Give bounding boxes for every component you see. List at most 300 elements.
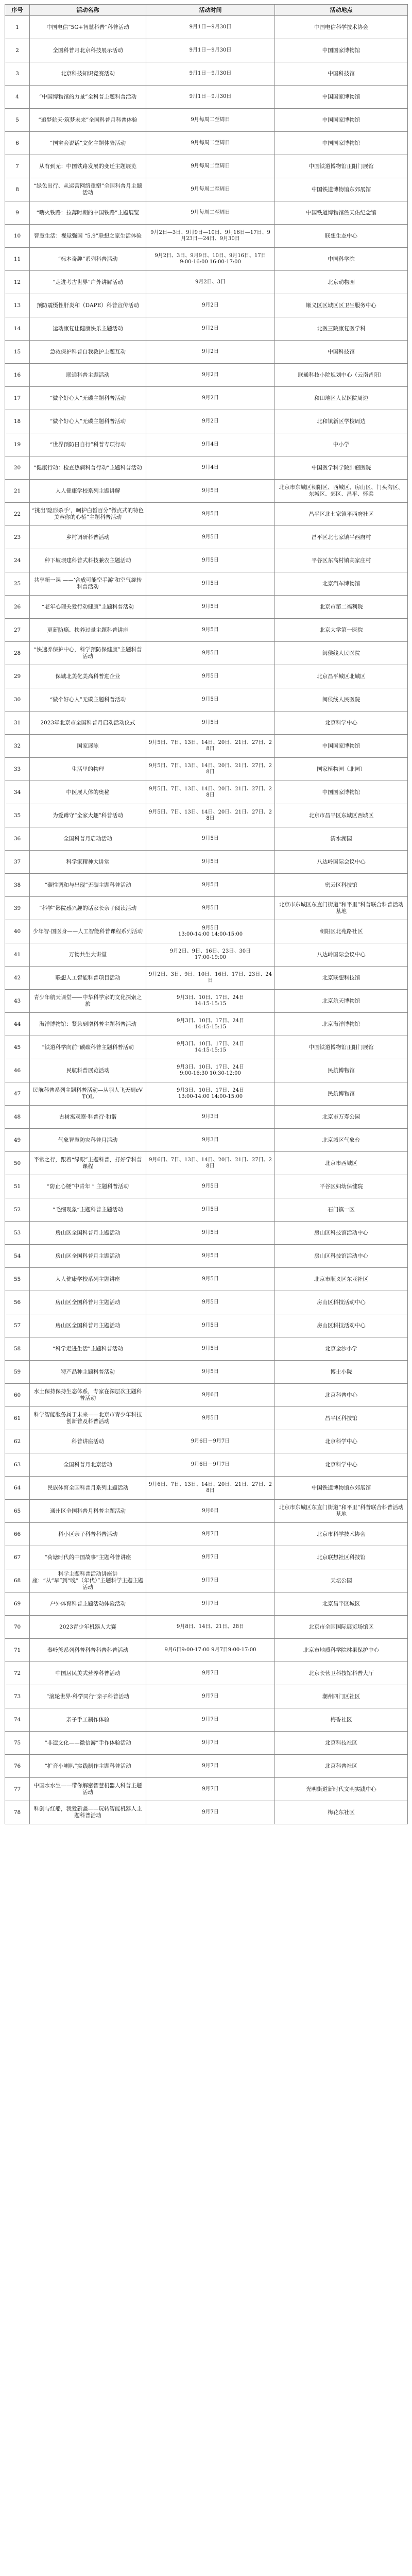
cell-name: “非遗文化——微信游”手作体验活动 bbox=[30, 1732, 146, 1755]
cell-time: 9月2日 bbox=[146, 410, 275, 433]
cell-no: 11 bbox=[5, 248, 30, 271]
cell-name: 人人健康学校系列主题讲座 bbox=[30, 1268, 146, 1291]
header-row bbox=[5, 5, 408, 16]
cell-time: 9月5日 bbox=[146, 874, 275, 897]
cell-place: 中小学 bbox=[275, 433, 408, 456]
cell-time: 9月3日、10日、17日、24日 14:15-15:15 bbox=[146, 1013, 275, 1036]
cell-no: 5 bbox=[5, 109, 30, 132]
cell-name: “科学”影院感兴趣的话家长亲子阅读活动 bbox=[30, 897, 146, 920]
cell-time: 9月3日、10日、17日、24日 13:00-14:00 14:00-15:00 bbox=[146, 1082, 275, 1106]
table-row bbox=[5, 1198, 408, 1222]
table-row bbox=[5, 665, 408, 688]
table-row bbox=[5, 804, 408, 827]
cell-time: 9月每周二至周日 bbox=[146, 201, 275, 225]
cell-place: 闽侯线人民医院 bbox=[275, 688, 408, 711]
table-row bbox=[5, 1500, 408, 1523]
cell-no: 61 bbox=[5, 1407, 30, 1430]
cell-time: 9月5日 bbox=[146, 503, 275, 526]
table-row bbox=[5, 1384, 408, 1407]
cell-time: 9月5日、7日、13日、14日、20日、21日、27日、28日 bbox=[146, 735, 275, 758]
cell-place: 北京海洋博物馆 bbox=[275, 1013, 408, 1036]
cell-place: 北和镇新区学校周边 bbox=[275, 410, 408, 433]
cell-time: 9月5日 bbox=[146, 642, 275, 665]
cell-no: 73 bbox=[5, 1685, 30, 1708]
cell-name: “铁道科学向前”碳碳科普主题科普活动 bbox=[30, 1036, 146, 1059]
cell-no: 49 bbox=[5, 1129, 30, 1152]
table-row bbox=[5, 1361, 408, 1384]
table-row bbox=[5, 572, 408, 596]
cell-name: “健康行动：检查热病科普行动”主题科普活动 bbox=[30, 456, 146, 480]
cell-no: 50 bbox=[5, 1152, 30, 1175]
cell-time: 9月5日、7日、13日、14日、20日、21日、27日、28日 bbox=[146, 758, 275, 781]
cell-no: 70 bbox=[5, 1616, 30, 1639]
table-row bbox=[5, 39, 408, 62]
cell-time: 9月7日 bbox=[146, 1708, 275, 1732]
cell-name: “做个好心人”无碳主题科普活动 bbox=[30, 688, 146, 711]
cell-no: 29 bbox=[5, 665, 30, 688]
cell-no: 38 bbox=[5, 874, 30, 897]
cell-no: 26 bbox=[5, 596, 30, 619]
cell-time: 9月5日、7日、13日、14日、20日、21日、27日、28日 bbox=[146, 781, 275, 804]
cell-name: 共享新一课 ——‘合成可能空手游’和空气旋转科普活动 bbox=[30, 572, 146, 596]
table-row bbox=[5, 294, 408, 317]
cell-time: 9月5日 bbox=[146, 1314, 275, 1337]
cell-time: 9月2日、3日、9日、10日、16日、17日、23日、24日 bbox=[146, 967, 275, 990]
cell-time: 9月2日、3日 bbox=[146, 271, 275, 294]
cell-place: 中国科技馆 bbox=[275, 341, 408, 364]
cell-name: 全国科普月北京活动 bbox=[30, 1453, 146, 1477]
cell-name: 少年智·国医身——人工智能科普课程系列活动 bbox=[30, 920, 146, 943]
cell-name: 房山区全国科普月主题活动 bbox=[30, 1222, 146, 1245]
activity-table-sheet bbox=[5, 4, 407, 1824]
cell-no: 51 bbox=[5, 1175, 30, 1198]
cell-no: 44 bbox=[5, 1013, 30, 1036]
cell-no: 54 bbox=[5, 1245, 30, 1268]
cell-name: 万物共生大讲堂 bbox=[30, 943, 146, 967]
cell-name: 智慧生活：视觉强国 “5.9”联想之家生活体验 bbox=[30, 225, 146, 248]
table-row bbox=[5, 16, 408, 39]
table-row bbox=[5, 1453, 408, 1477]
cell-no: 43 bbox=[5, 990, 30, 1013]
table-row bbox=[5, 1175, 408, 1198]
cell-name: 2023年北京市全国科普月启动活动仪式 bbox=[30, 711, 146, 735]
cell-place: 石门镇一区 bbox=[275, 1198, 408, 1222]
cell-name: 户外体育科普主题活动体验活动 bbox=[30, 1592, 146, 1616]
table-row bbox=[5, 1407, 408, 1430]
cell-no: 17 bbox=[5, 387, 30, 410]
cell-no: 78 bbox=[5, 1801, 30, 1824]
cell-time: 9月3日、10日、17日、24日 9:00-16:30 10:30-12:00 bbox=[146, 1059, 275, 1082]
cell-no: 76 bbox=[5, 1755, 30, 1778]
cell-name: “走进考古世界”户外讲解活动 bbox=[30, 271, 146, 294]
cell-name: 北京科技知识竞赛活动 bbox=[30, 62, 146, 86]
table-row bbox=[5, 549, 408, 572]
cell-time: 9月5日 bbox=[146, 572, 275, 596]
cell-place: 北京市昌平区东城区西城区 bbox=[275, 804, 408, 827]
cell-place: 北京市第二福利院 bbox=[275, 596, 408, 619]
table-row bbox=[5, 1291, 408, 1314]
cell-time: 9月2日 bbox=[146, 294, 275, 317]
table-row bbox=[5, 1430, 408, 1453]
cell-no: 77 bbox=[5, 1778, 30, 1801]
cell-no: 60 bbox=[5, 1384, 30, 1407]
cell-place: 中国科学院 bbox=[275, 248, 408, 271]
cell-place: 北京昌平城区北城区 bbox=[275, 665, 408, 688]
cell-no: 20 bbox=[5, 456, 30, 480]
table-header bbox=[5, 5, 408, 16]
table-row bbox=[5, 109, 408, 132]
table-row bbox=[5, 827, 408, 851]
cell-time: 9月5日 bbox=[146, 851, 275, 874]
cell-name: 预防震慑性肝炎和（DAPE）科普宣传活动 bbox=[30, 294, 146, 317]
cell-no: 21 bbox=[5, 480, 30, 503]
cell-time: 9月5日 bbox=[146, 1337, 275, 1361]
cell-name: 水土保持保持生态体系，专家在深层次主题科普活动 bbox=[30, 1384, 146, 1407]
cell-place: 昌平区北七家镇平西府村 bbox=[275, 526, 408, 549]
cell-name: 国家展陈 bbox=[30, 735, 146, 758]
cell-name: 联通科普主题活动 bbox=[30, 364, 146, 387]
cell-no: 33 bbox=[5, 758, 30, 781]
cell-name: “防止心梗”中青年 ” 主题科普活动 bbox=[30, 1175, 146, 1198]
table-row bbox=[5, 132, 408, 155]
cell-no: 9 bbox=[5, 201, 30, 225]
cell-name: 民航科普系列主题科普活动—从羽人飞天到eVTOL bbox=[30, 1082, 146, 1106]
cell-name: “做个好心人”无碳主题科普活动 bbox=[30, 387, 146, 410]
cell-place: 房山区科技活动中心 bbox=[275, 1291, 408, 1314]
cell-no: 46 bbox=[5, 1059, 30, 1082]
cell-no: 23 bbox=[5, 526, 30, 549]
cell-no: 28 bbox=[5, 642, 30, 665]
cell-no: 22 bbox=[5, 503, 30, 526]
cell-time: 9月6日 bbox=[146, 1384, 275, 1407]
cell-name: 科普讲座活动 bbox=[30, 1430, 146, 1453]
cell-time: 9月2日—3日、9月9日—10日、9月16日—17日、9月23日—24日、9月30日 bbox=[146, 225, 275, 248]
cell-no: 55 bbox=[5, 1268, 30, 1291]
cell-time: 9月每周二至周日 bbox=[146, 132, 275, 155]
cell-time: 9月2日 bbox=[146, 364, 275, 387]
table-row bbox=[5, 1129, 408, 1152]
cell-no: 39 bbox=[5, 897, 30, 920]
table-row bbox=[5, 758, 408, 781]
cell-no: 67 bbox=[5, 1546, 30, 1569]
cell-time: 9月4日 bbox=[146, 456, 275, 480]
cell-time: 9月7日 bbox=[146, 1801, 275, 1824]
cell-name: 乡村调研科普活动 bbox=[30, 526, 146, 549]
cell-place: 北京市地质科学院林果保护中心 bbox=[275, 1639, 408, 1662]
cell-no: 27 bbox=[5, 619, 30, 642]
table-row bbox=[5, 271, 408, 294]
cell-place: 光明街道新时代文明实践中心 bbox=[275, 1778, 408, 1801]
cell-name: “科学走进生活”主题科普活动 bbox=[30, 1337, 146, 1361]
cell-place: 民航博物馆 bbox=[275, 1082, 408, 1106]
cell-name: “碳性调和与出现”无碳主题科普活动 bbox=[30, 874, 146, 897]
cell-no: 19 bbox=[5, 433, 30, 456]
cell-name: “世界预防日自行”科普专项行动 bbox=[30, 433, 146, 456]
cell-time: 9月4日 bbox=[146, 433, 275, 456]
cell-place: 北京科技社区 bbox=[275, 1732, 408, 1755]
table-row bbox=[5, 1592, 408, 1616]
cell-time: 9月3日、10日、17日、24日 14:15-15:15 bbox=[146, 1036, 275, 1059]
cell-no: 25 bbox=[5, 572, 30, 596]
cell-time: 9月每周二至周日 bbox=[146, 109, 275, 132]
cell-time: 9月5日 bbox=[146, 1222, 275, 1245]
cell-name: 科学智能服务属于未来——北京市青少年科技创新普及科普活动 bbox=[30, 1407, 146, 1430]
cell-name: 全国科普月北京科技展示活动 bbox=[30, 39, 146, 62]
table-row bbox=[5, 711, 408, 735]
cell-time: 9月5日 bbox=[146, 1268, 275, 1291]
cell-name: 从有到无：中国铁路发展的变迁主题展览 bbox=[30, 155, 146, 178]
cell-time: 9月7日 bbox=[146, 1685, 275, 1708]
cell-place: 中国国家博物馆 bbox=[275, 735, 408, 758]
table-row bbox=[5, 364, 408, 387]
cell-place: 联通科技小院规划中心（云南昔阳） bbox=[275, 364, 408, 387]
table-row bbox=[5, 1268, 408, 1291]
cell-time: 9月1日－9月30日 bbox=[146, 16, 275, 39]
cell-place: 北医三院康复医学科 bbox=[275, 317, 408, 341]
cell-no: 13 bbox=[5, 294, 30, 317]
cell-name: “快速养保护中心，科学预防保健康”主题科普活动 bbox=[30, 642, 146, 665]
cell-name: 全国科普月启动活动 bbox=[30, 827, 146, 851]
cell-place: 北京城区气象台 bbox=[275, 1129, 408, 1152]
cell-no: 32 bbox=[5, 735, 30, 758]
cell-time: 9月6日－9月7日 bbox=[146, 1430, 275, 1453]
table-row bbox=[5, 897, 408, 920]
cell-no: 72 bbox=[5, 1662, 30, 1685]
cell-place: 中国科技馆 bbox=[275, 62, 408, 86]
cell-time: 9月2日 bbox=[146, 387, 275, 410]
table-row bbox=[5, 1732, 408, 1755]
cell-name: 科学家精神大讲堂 bbox=[30, 851, 146, 874]
table-row bbox=[5, 62, 408, 86]
cell-place: 北京科普社区 bbox=[275, 1755, 408, 1778]
cell-time: 9月5日 bbox=[146, 1361, 275, 1384]
cell-time: 9月每周二至周日 bbox=[146, 155, 275, 178]
table-row bbox=[5, 967, 408, 990]
cell-place: 北京市全国国际展览场馆区 bbox=[275, 1616, 408, 1639]
cell-name: 民族体育全国科普月系列主题活动 bbox=[30, 1477, 146, 1500]
table-row bbox=[5, 781, 408, 804]
cell-place: 北京动物园 bbox=[275, 271, 408, 294]
table-row bbox=[5, 943, 408, 967]
cell-place: 中国铁道博物馆东郊展馆 bbox=[275, 1477, 408, 1500]
cell-time: 9月5日 bbox=[146, 665, 275, 688]
cell-name: 平常之行，跟着“绿眼”主题科普，打好学科普课程 bbox=[30, 1152, 146, 1175]
cell-name: “做个好心人”无碳主题科普活动 bbox=[30, 410, 146, 433]
cell-no: 8 bbox=[5, 178, 30, 201]
cell-time: 9月5日、7日、13日、14日、20日、21日、27日、28日 bbox=[146, 804, 275, 827]
table-row bbox=[5, 86, 408, 109]
cell-place: 和田地区人民医院周边 bbox=[275, 387, 408, 410]
table-row bbox=[5, 1569, 408, 1592]
cell-no: 18 bbox=[5, 410, 30, 433]
cell-place: 八达岭国际会议中心 bbox=[275, 851, 408, 874]
table-row bbox=[5, 642, 408, 665]
cell-no: 66 bbox=[5, 1523, 30, 1546]
cell-place: 密云区科技馆 bbox=[275, 874, 408, 897]
cell-name: “扩音小喇叭”实践制作主题科普活动 bbox=[30, 1755, 146, 1778]
cell-place: 天坛公园 bbox=[275, 1569, 408, 1592]
cell-name: 更新防癌、扶养过量主题科普讲座 bbox=[30, 619, 146, 642]
cell-time: 9月6日 bbox=[146, 1500, 275, 1523]
table-row bbox=[5, 317, 408, 341]
cell-place: 中国国家博物馆 bbox=[275, 86, 408, 109]
cell-time: 9月7日 bbox=[146, 1778, 275, 1801]
cell-place: 中国电信科学技术协会 bbox=[275, 16, 408, 39]
cell-place: 北京航天博物馆 bbox=[275, 990, 408, 1013]
cell-place: 梅香社区 bbox=[275, 1708, 408, 1732]
table-row bbox=[5, 248, 408, 271]
table-row bbox=[5, 503, 408, 526]
cell-name: 中国居民美式营养科普活动 bbox=[30, 1662, 146, 1685]
cell-place: 北京市顺义区东亚社区 bbox=[275, 1268, 408, 1291]
table-row bbox=[5, 1013, 408, 1036]
cell-time: 9月2日、3日、9月9日、10日、9月16日、17日 9:00-16:00 16:00-17:00 bbox=[146, 248, 275, 271]
cell-name: “荷塘时代的中国故事”主题科普讲座 bbox=[30, 1546, 146, 1569]
cell-place: 顺义区区城区区卫生服务中心 bbox=[275, 294, 408, 317]
cell-place: 北京市东城区东直门街道“和平里”科普联合科普活动基地 bbox=[275, 897, 408, 920]
cell-no: 2 bbox=[5, 39, 30, 62]
cell-place: 北京昌平区城区 bbox=[275, 1592, 408, 1616]
cell-no: 42 bbox=[5, 967, 30, 990]
table-row bbox=[5, 1245, 408, 1268]
cell-place: 昌平区科技馆 bbox=[275, 1407, 408, 1430]
table-row bbox=[5, 456, 408, 480]
cell-name: 青少年航天课堂——中华科学家的文化探索之旅 bbox=[30, 990, 146, 1013]
cell-name: 科学主题科普活动讲座讲座：“从“早”到“晚”（年代）”主题科学主题主题活动 bbox=[30, 1569, 146, 1592]
table-row bbox=[5, 1801, 408, 1824]
cell-no: 37 bbox=[5, 851, 30, 874]
cell-time: 9月7日 bbox=[146, 1662, 275, 1685]
table-row bbox=[5, 1546, 408, 1569]
table-row bbox=[5, 735, 408, 758]
table-row bbox=[5, 387, 408, 410]
cell-no: 16 bbox=[5, 364, 30, 387]
activity-table bbox=[5, 4, 408, 1824]
header-name: 活动名称 bbox=[30, 5, 146, 16]
cell-name: 亲子手工制作体验 bbox=[30, 1708, 146, 1732]
cell-no: 56 bbox=[5, 1291, 30, 1314]
header-time: 活动时间 bbox=[146, 5, 275, 16]
cell-no: 36 bbox=[5, 827, 30, 851]
cell-time: 9月2日、9日、16日、23日、30日 17:00-19:00 bbox=[146, 943, 275, 967]
table-row bbox=[5, 1639, 408, 1662]
table-row bbox=[5, 433, 408, 456]
cell-name: 保城北美化美高科普进企业 bbox=[30, 665, 146, 688]
cell-no: 3 bbox=[5, 62, 30, 86]
cell-name: 气象智慧防灾科普月活动 bbox=[30, 1129, 146, 1152]
table-body bbox=[5, 16, 408, 1824]
cell-place: 北京金沙小学 bbox=[275, 1337, 408, 1361]
cell-no: 71 bbox=[5, 1639, 30, 1662]
cell-place: 平谷区东高村镇高家庄村 bbox=[275, 549, 408, 572]
table-row bbox=[5, 225, 408, 248]
cell-place: 闽侯线人民医院 bbox=[275, 642, 408, 665]
table-row bbox=[5, 1662, 408, 1685]
cell-no: 65 bbox=[5, 1500, 30, 1523]
cell-place: 北京联想社区科技馆 bbox=[275, 1546, 408, 1569]
cell-place: 北京市科学技术协会 bbox=[275, 1523, 408, 1546]
cell-place: 房山区科技馆活动中心 bbox=[275, 1245, 408, 1268]
cell-time: 9月3日 bbox=[146, 1129, 275, 1152]
table-row bbox=[5, 1222, 408, 1245]
cell-name: 2023青少年机器人大赛 bbox=[30, 1616, 146, 1639]
cell-place: 平谷区妇幼保健院 bbox=[275, 1175, 408, 1198]
cell-place: 中国国家博物馆 bbox=[275, 39, 408, 62]
table-row bbox=[5, 1778, 408, 1801]
cell-no: 53 bbox=[5, 1222, 30, 1245]
header-no: 序号 bbox=[5, 5, 30, 16]
cell-place: 中国国家博物馆 bbox=[275, 781, 408, 804]
cell-name: “老年心理关爱行动健康”主题科普活动 bbox=[30, 596, 146, 619]
cell-name: 特产品种主题科普活动 bbox=[30, 1361, 146, 1384]
cell-time: 9月3日、10日、17日、24日 14:15-15:15 bbox=[146, 990, 275, 1013]
cell-place: 北京市东城区东直门街道“和平里”科普联合科普活动基地 bbox=[275, 1500, 408, 1523]
cell-no: 40 bbox=[5, 920, 30, 943]
cell-no: 12 bbox=[5, 271, 30, 294]
cell-no: 48 bbox=[5, 1106, 30, 1129]
cell-name: “追梦航天·筑梦未来”全国科普月科普体验 bbox=[30, 109, 146, 132]
cell-no: 30 bbox=[5, 688, 30, 711]
cell-time: 9月6日9:00-17:00 9月7日9:00-17:00 bbox=[146, 1639, 275, 1662]
cell-name: 联想人工智能科普项目活动 bbox=[30, 967, 146, 990]
cell-time: 9月7日 bbox=[146, 1546, 275, 1569]
table-row bbox=[5, 1685, 408, 1708]
cell-no: 15 bbox=[5, 341, 30, 364]
cell-name: 通州区全国科普月科普主题活动 bbox=[30, 1500, 146, 1523]
cell-no: 35 bbox=[5, 804, 30, 827]
cell-name: 秦岭熊系列科普科普科普科普活动 bbox=[30, 1639, 146, 1662]
cell-time: 9月7日 bbox=[146, 1569, 275, 1592]
cell-name: “国宝会说话”文化主题体验活动 bbox=[30, 132, 146, 155]
cell-place: 中国铁道博物馆正阳门展馆 bbox=[275, 1036, 408, 1059]
cell-no: 52 bbox=[5, 1198, 30, 1222]
table-row bbox=[5, 341, 408, 364]
cell-time: 9月5日 bbox=[146, 1245, 275, 1268]
cell-name: “嗨火铁路：拉薄时期的中国铁路”主题展览 bbox=[30, 201, 146, 225]
cell-no: 6 bbox=[5, 132, 30, 155]
cell-name: 房山区全国科普月主题活动 bbox=[30, 1245, 146, 1268]
cell-time: 9月5日 bbox=[146, 897, 275, 920]
cell-name: 生活里的物理 bbox=[30, 758, 146, 781]
table-row bbox=[5, 1337, 408, 1361]
cell-name: 古树寓观察·科普行·和谐 bbox=[30, 1106, 146, 1129]
cell-place: 联想生态中心 bbox=[275, 225, 408, 248]
cell-no: 14 bbox=[5, 317, 30, 341]
cell-name: 中国水水生——带你解密智慧机器人科普主题活动 bbox=[30, 1778, 146, 1801]
cell-time: 9月5日 bbox=[146, 549, 275, 572]
table-row bbox=[5, 851, 408, 874]
table-row bbox=[5, 990, 408, 1013]
cell-place: 房山区科技馆活动中心 bbox=[275, 1222, 408, 1245]
header-place: 活动地点 bbox=[275, 5, 408, 16]
table-row bbox=[5, 410, 408, 433]
cell-no: 47 bbox=[5, 1082, 30, 1106]
cell-time: 9月7日 bbox=[146, 1732, 275, 1755]
cell-place: 梅花东社区 bbox=[275, 1801, 408, 1824]
table-row bbox=[5, 874, 408, 897]
cell-place: 北京科学中心 bbox=[275, 1430, 408, 1453]
cell-place: 中国铁道博物馆詹天佑纪念馆 bbox=[275, 201, 408, 225]
table-row bbox=[5, 596, 408, 619]
cell-time: 9月5日 bbox=[146, 526, 275, 549]
cell-name: 中医展人体的奥秘 bbox=[30, 781, 146, 804]
cell-time: 9月1日－9月30日 bbox=[146, 86, 275, 109]
cell-time: 9月5日 bbox=[146, 1198, 275, 1222]
table-row bbox=[5, 526, 408, 549]
cell-time: 9月5日 13:00-14:00 14:00-15:00 bbox=[146, 920, 275, 943]
table-row bbox=[5, 1152, 408, 1175]
table-row bbox=[5, 688, 408, 711]
